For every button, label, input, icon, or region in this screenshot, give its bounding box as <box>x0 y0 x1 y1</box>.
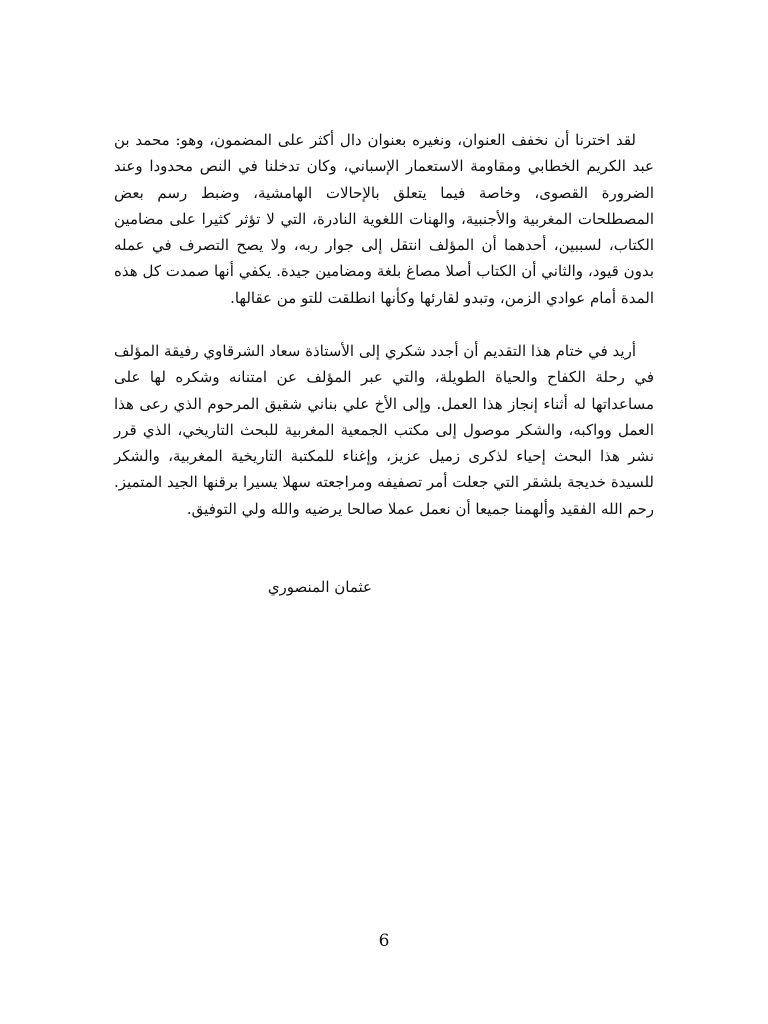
paragraph-acknowledgements: أريد في ختام هذا التقديم أن أجدد شكري إلى الأستاذة سعاد الشرقاوي رفيقة المؤلف في رحلة الكفاح والحياة الطويلة، والتي عبر المؤلف عن امتنانه وشكره لها على مساعداتها له أثناء إنجاز هذا العمل. وإلى الأخ علي بناني شقيق المرحوم الذي رعى هذا العمل وواكبه، والشكر موصول إلى مكتب الجمعية المغربية للبحث التاريخي، الذي قرر نشر هذا البحث إحياء لذكرى زميل عزيز، وإغناء للمكتبة التاريخية المغربية، والشكر للسيدة خديجة بلشقر التي جعلت أمر تصفيفه ومراجعته سهلا يسيرا برقنها الجيد المتميز. رحم الله الفقيد وألهمنا جميعا أن نعمل عملا صالحا يرضيه والله ولي التوفيق. <box>114 342 654 518</box>
paragraph-editorial-note: لقد اخترنا أن نخفف العنوان، ونغيره بعنوان دال أكثر على المضمون، وهو: محمد بن عبد الكريم الخطابي ومقاومة الاستعمار الإسباني، وكان تدخلنا في النص محدودا وعند الضرورة القصوى، وخاصة فيما يتعلق بالإحالات الهامشية، وضبط رسم بعض المصطلحات المغربية والأجنبية، والهنات اللغوية النادرة، التي لا تؤثر كثيرا على مضامين الكتاب، لسببين، أحدهما أن المؤلف انتقل إلى جوار ربه، ولا يصح التصرف في عمله بدون قيود، والثاني أن الكتاب أصلا مصاغ بلغة ومضامين جيدة. يكفي أنها صمدت كل هذه المدة أمام عوادي الزمن، وتبدو لقارئها وكأنها انطلقت للتو من عقالها. <box>114 131 654 307</box>
page-number: 6 <box>378 931 390 951</box>
author-signature: عثمان المنصوري <box>267 578 372 596</box>
